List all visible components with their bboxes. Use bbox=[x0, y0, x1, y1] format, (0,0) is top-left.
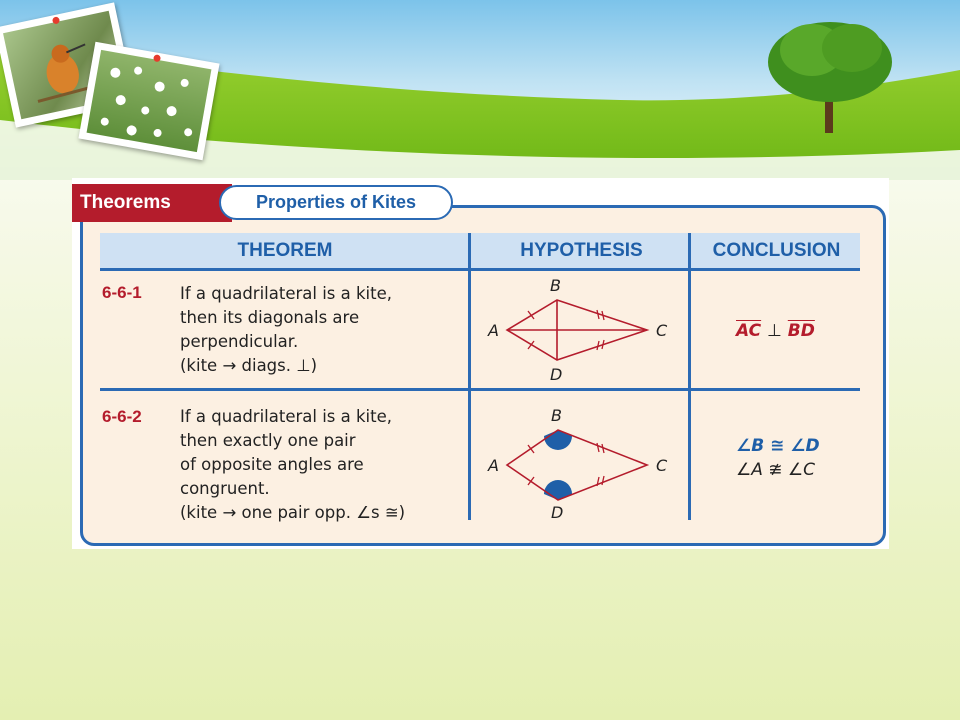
statement-line: perpendicular. bbox=[180, 332, 299, 351]
conclusion bbox=[736, 321, 815, 341]
header-banner bbox=[0, 0, 960, 180]
theorem-number: 6-6-1 bbox=[102, 283, 142, 302]
kite-diagram bbox=[482, 406, 682, 524]
header-conclusion: CONCLUSION bbox=[712, 239, 841, 261]
vertex-label-d: D bbox=[551, 503, 564, 522]
header-theorem: THEOREM bbox=[237, 239, 333, 261]
statement-line: then its diagonals are bbox=[180, 308, 360, 327]
statement-line: then exactly one pair bbox=[180, 431, 356, 450]
vertex-label-d: D bbox=[550, 365, 563, 384]
properties-title: Properties of Kites bbox=[219, 185, 453, 220]
segment-ac: $\overline{AC}$ bbox=[736, 321, 762, 341]
row-divider bbox=[100, 388, 860, 391]
statement-line: If a quadrilateral is a kite, bbox=[180, 284, 392, 303]
vertex-label-a: A bbox=[488, 321, 499, 340]
segment-bd: $\overline{BD}$ bbox=[787, 321, 815, 341]
vertex-label-a: A bbox=[488, 456, 499, 475]
kite-diagram bbox=[482, 272, 682, 384]
column-divider bbox=[468, 233, 471, 520]
header-hypothesis: HYPOTHESIS bbox=[520, 239, 643, 261]
theorem-statement bbox=[180, 405, 405, 525]
conclusion-angles-not-congruent: ∠A ≇ ∠C bbox=[736, 460, 816, 480]
theorem-statement bbox=[180, 282, 392, 378]
statement-line: congruent. bbox=[180, 479, 270, 498]
conclusion-angles-congruent: ∠B ≅ ∠D bbox=[736, 436, 820, 456]
theorems-label: Theorems bbox=[72, 184, 232, 222]
theorem-number: 6-6-2 bbox=[102, 407, 142, 426]
table-header bbox=[100, 233, 860, 271]
vertex-label-b: B bbox=[550, 276, 561, 295]
perpendicular-symbol: ⊥ bbox=[767, 321, 782, 341]
statement-line: (kite → diags. ⊥) bbox=[180, 356, 318, 375]
vertex-label-b: B bbox=[551, 406, 562, 425]
column-divider bbox=[688, 233, 691, 520]
statement-line: of opposite angles are bbox=[180, 455, 364, 474]
statement-line: (kite → one pair opp. ∠s ≅) bbox=[180, 503, 406, 522]
vertex-label-c: C bbox=[656, 321, 668, 340]
statement-line: If a quadrilateral is a kite, bbox=[180, 407, 392, 426]
vertex-label-c: C bbox=[656, 456, 668, 475]
theorem-card bbox=[72, 178, 889, 549]
